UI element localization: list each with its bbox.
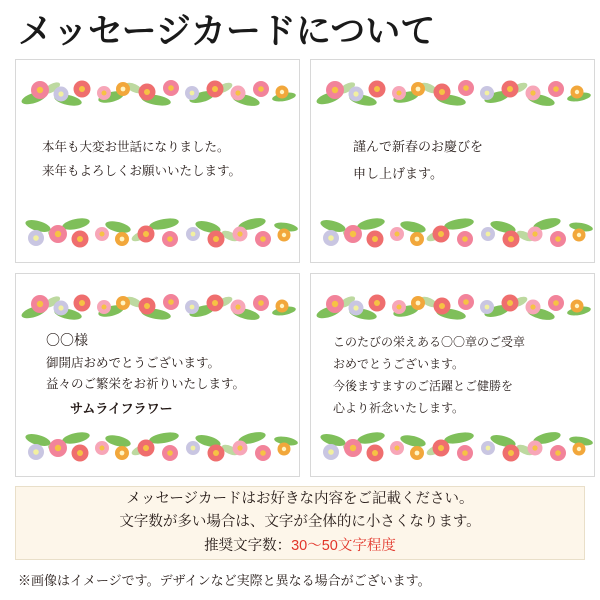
card-line: このたびの栄えある〇〇章のご受章 <box>333 334 526 349</box>
floral-border-icon <box>16 212 299 258</box>
card-line: 心より祈念いたします。 <box>333 401 465 416</box>
card-line: サムライフラワー <box>70 401 173 417</box>
note-box <box>15 486 585 560</box>
floral-border-icon <box>16 278 299 324</box>
card-line: 本年も大変お世話になりました。 <box>42 140 230 155</box>
card-line: 申し上げます。 <box>353 166 443 181</box>
message-card-1 <box>15 59 300 263</box>
card-line: 今後ますますのご活躍とご健勝を <box>333 379 514 393</box>
note-line-2: 文字数が多い場合は、文字が全体的に小さくなります。 <box>119 514 481 531</box>
card-line: 御開店おめでとうございます。 <box>46 355 221 370</box>
message-card-4-body <box>311 320 594 430</box>
message-card-3 <box>15 273 300 477</box>
note-line-3 <box>204 537 396 557</box>
floral-border-icon <box>311 426 594 472</box>
floral-border-icon <box>311 212 594 258</box>
footer-note: ※画像はイメージです。デザインなど実際と異なる場合がございます。 <box>18 573 431 588</box>
message-card-4 <box>310 273 595 477</box>
page-title: メッセージカードについて <box>18 12 436 51</box>
floral-border-icon <box>311 278 594 324</box>
floral-border-icon <box>16 64 299 110</box>
card-grid <box>10 59 590 477</box>
floral-border-icon <box>311 64 594 110</box>
floral-border-icon <box>16 426 299 472</box>
recommended-char-count: 30〜50文字程度 <box>291 537 396 554</box>
message-card-2-body <box>311 110 594 210</box>
card-line: 〇〇様 <box>46 332 88 348</box>
message-card-2 <box>310 59 595 263</box>
card-line: 謹んで新春のお慶びを <box>353 138 484 154</box>
note-line-3-prefix: 推奨文字数： <box>204 537 292 554</box>
card-line: 来年もよろしくお願いいたします。 <box>42 164 242 178</box>
message-card-1-body <box>16 110 299 210</box>
message-card-3-body <box>16 324 299 424</box>
note-line-1: メッセージカードはお好きな内容をご記載ください。 <box>126 490 474 507</box>
card-line: おめでとうございます。 <box>333 356 465 371</box>
card-line: 益々のご繁栄をお祈りいたします。 <box>46 377 246 392</box>
